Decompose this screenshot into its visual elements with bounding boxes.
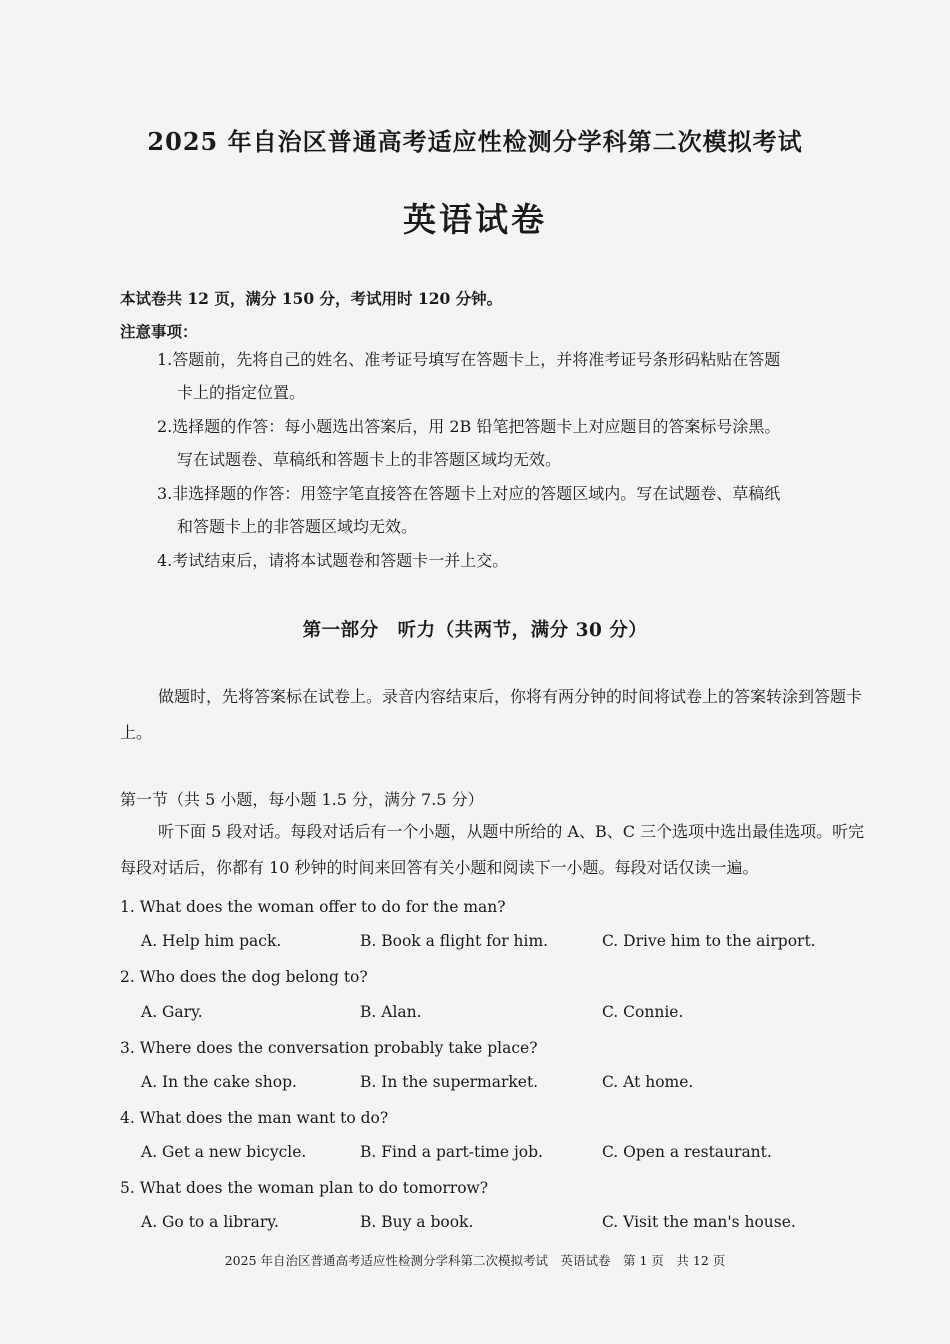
option-c: C. Visit the man's house. bbox=[602, 1213, 796, 1231]
notice-item-text: 非选择题的作答：用签字笔直接答在答题卡上对应的答题区域内。写在试题卷、草稿纸 bbox=[172, 484, 781, 503]
option-a: A. In the cake shop. bbox=[141, 1073, 297, 1091]
option-a: A. Gary. bbox=[141, 1003, 203, 1021]
option-b: B. In the supermarket. bbox=[360, 1073, 539, 1091]
option-a: A. Go to a library. bbox=[141, 1213, 279, 1231]
option-b: B. Alan. bbox=[360, 1003, 422, 1021]
question-1: 1. What does the woman offer to do for the man? bbox=[120, 898, 506, 916]
part1-title: 第一部分 听力（共两节，满分 30 分） bbox=[302, 620, 648, 641]
part1-intro: 做题时，先将答案标在试卷上。录音内容结束后，你将有两分钟的时间将试卷上的答案转涂到答题卡上。 bbox=[120, 687, 863, 742]
option-c: C. Drive him to the airport. bbox=[602, 932, 816, 950]
option-b: B. Book a flight for him. bbox=[360, 932, 549, 950]
notice-item bbox=[157, 343, 875, 409]
notice-item-text: 考试结束后，请将本试题卷和答题卡一并上交。 bbox=[172, 551, 509, 570]
section1-intro: 听下面 5 段对话。每段对话后有一个小题，从题中所给的 A、B、C 三个选项中选出最佳选项。听完每段对话后，你都有 10 秒钟的时间来回答有关小题和阅读下一小题。每段对话仅读一遍。 bbox=[120, 822, 865, 877]
notice-item-number: 3. bbox=[157, 484, 173, 503]
subject-title: 英语试卷 bbox=[403, 200, 547, 239]
notice-item bbox=[157, 410, 875, 476]
question-3: 3. Where does the conversation probably take place? bbox=[120, 1039, 538, 1057]
option-c: C. Connie. bbox=[602, 1003, 684, 1021]
notice-item-continuation: 卡上的指定位置。 bbox=[177, 383, 306, 402]
notice-item-text: 选择题的作答：每小题选出答案后，用 2B 铅笔把答题卡上对应题目的答案标号涂黑。 bbox=[172, 417, 781, 436]
page-footer: 2025 年自治区普通高考适应性检测分学科第二次模拟考试 英语试卷 第 1 页 共 12 页 bbox=[224, 1253, 726, 1268]
option-b: B. Find a part-time job. bbox=[360, 1143, 543, 1161]
notice-item-number: 4. bbox=[157, 551, 173, 570]
notice-item-number: 2. bbox=[157, 417, 173, 436]
option-a: A. Get a new bicycle. bbox=[141, 1143, 307, 1161]
notice-heading: 注意事项： bbox=[120, 322, 198, 341]
notice-item-number: 1. bbox=[157, 350, 173, 369]
notice-item bbox=[157, 477, 875, 543]
notice-item-continuation: 和答题卡上的非答题区域均无效。 bbox=[177, 517, 418, 536]
option-a: A. Help him pack. bbox=[141, 932, 282, 950]
notice-item-continuation: 写在试题卷、草稿纸和答题卡上的非答题区域均无效。 bbox=[177, 450, 562, 469]
question-5: 5. What does the woman plan to do tomorrow? bbox=[120, 1179, 489, 1197]
question-2: 2. Who does the dog belong to? bbox=[120, 968, 368, 986]
notice-item bbox=[157, 544, 875, 577]
question-4: 4. What does the man want to do? bbox=[120, 1109, 389, 1127]
exam-info: 本试卷共 12 页，满分 150 分，考试用时 120 分钟。 bbox=[120, 289, 503, 308]
option-c: C. Open a restaurant. bbox=[602, 1143, 772, 1161]
option-b: B. Buy a book. bbox=[360, 1213, 474, 1231]
exam-title: 2025 年自治区普通高考适应性检测分学科第二次模拟考试 bbox=[147, 127, 803, 156]
notice-item-text: 答题前，先将自己的姓名、准考证号填写在答题卡上，并将准考证号条形码粘贴在答题 bbox=[172, 350, 781, 369]
option-c: C. At home. bbox=[602, 1073, 694, 1091]
section1-heading: 第一节（共 5 小题，每小题 1.5 分，满分 7.5 分） bbox=[120, 790, 484, 809]
